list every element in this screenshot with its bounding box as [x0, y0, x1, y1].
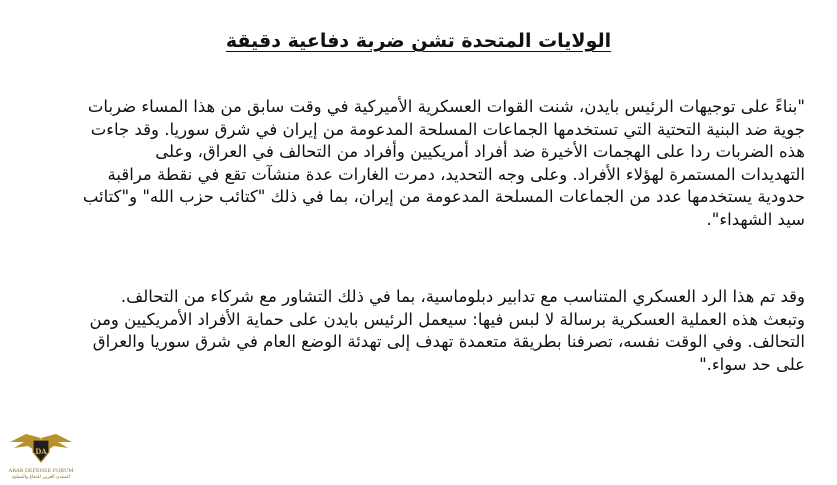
paragraph-1-line: هذه الضربات ردا على الهجمات الأخيرة ضد أفراد أمريكيين وأفراد من التحالف في العراق، وعلى: [155, 142, 805, 161]
watermark-subtitle: المنتدى العربي للدفاع والتسليح: [12, 475, 70, 480]
paragraph-1-line: جوية ضد البنية التحتية التي تستخدمها الجماعات المسلحة المدعومة من إيران في شرق سوريا. وقد جاءت: [90, 119, 805, 139]
paragraph-1-line: "بناءً على توجيهات الرئيس بايدن، شنت القوات العسكرية الأميركية في وقت سابق من هذا المساء ضربات: [87, 97, 805, 116]
paragraph-1-line: التهديدات المستمرة لهؤلاء الأفراد. وعلى وجه التحديد، دمرت الغارات عدة منشآت تقع في نقطة مراقبة: [107, 164, 805, 184]
watermark-title: ARAB DEFENSE FORUM: [8, 468, 74, 474]
paragraph-2: [37, 286, 805, 376]
paragraph-2-line: التحالف. وفي الوقت نفسه، تصرفنا بطريقة متعمدة تهدف إلى تهدئة الوضع العام في شرق سوريا والعراق: [92, 332, 805, 351]
forum-watermark-logo: [6, 432, 76, 482]
paragraph-1-line: حدودية يستخدمها عدد من الجماعات المسلحة المدعومة من إيران، بما في ذلك "كتائب حزب الله" و"كتائب: [82, 187, 805, 206]
winged-shield-icon: [6, 432, 76, 468]
paragraph-2-line: وقد تم هذا الرد العسكري المتناسب مع تدابير دبلوماسية، بما في ذلك التشاور مع شركاء من التحالف.: [120, 287, 805, 306]
paragraph-1: [37, 96, 805, 231]
paragraph-2-line: على حد سواء.": [699, 354, 805, 374]
document-title-text: الولايات المتحدة تشن ضربة دفاعية دقيقة: [225, 30, 612, 52]
paragraph-1-line: سيد الشهداء".: [706, 209, 805, 229]
monogram-text: DA: [35, 447, 47, 456]
paragraph-2-line: وتبعث هذه العملية العسكرية برسالة لا لبس فيها: سيعمل الرئيس بايدن على حماية الأفراد الأمريكيين ومن: [89, 309, 805, 329]
document-title: [0, 30, 837, 52]
